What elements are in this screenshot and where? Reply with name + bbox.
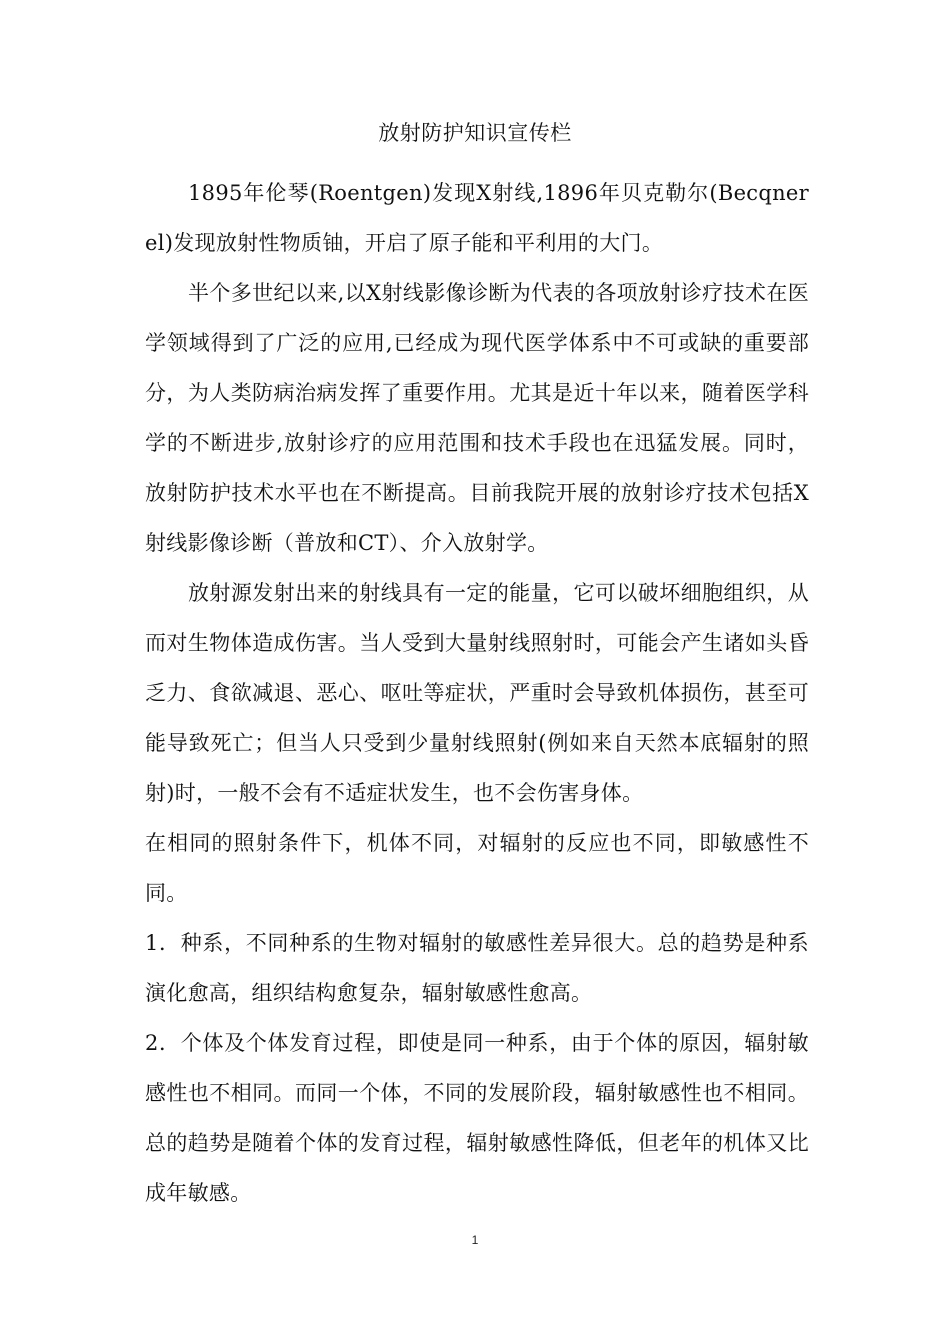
paragraph-radiation-effects: 放射源发射出来的射线具有一定的能量，它可以破坏细胞组织，从而对生物体造成伤害。当人受到大量射线照射时，可能会产生诸如头昏乏力、食欲减退、恶心、呕吐等症状，严重时会导致机体损伤，甚至可能导致死亡；但当人只受到少量射线照射(例如来自天然本底辐射的照射)时，一般不会有不适症状发生，也不会伤害身体。 xyxy=(145,581,809,805)
page-number: 1 xyxy=(471,1233,479,1247)
paragraph-history: 1895年伦琴(Roentgen)发现X射线,1896年贝克勒尔(Becqnerel)发现放射性物质铀，开启了原子能和平利用的大门。 xyxy=(145,181,809,255)
paragraph-species: 1．种系，不同种系的生物对辐射的敏感性差异很大。总的趋势是种系演化愈高，组织结构愈复杂，辐射敏感性愈高。 xyxy=(145,931,809,1005)
document-body xyxy=(145,168,809,1218)
paragraph-sensitivity-intro: 在相同的照射条件下，机体不同，对辐射的反应也不同，即敏感性不同。 xyxy=(145,831,809,905)
paragraph-medical-application: 半个多世纪以来,以X射线影像诊断为代表的各项放射诊疗技术在医学领域得到了广泛的应用,已经成为现代医学体系中不可或缺的重要部分，为人类防病治病发挥了重要作用。尤其是近十年以来，随着医学科学的不断进步,放射诊疗的应用范围和技术手段也在迅猛发展。同时，放射防护技术水平也在不断提高。目前我院开展的放射诊疗技术包括X射线影像诊断（普放和CT）、介入放射学。 xyxy=(145,281,809,555)
document-title: 放射防护知识宣传栏 xyxy=(378,121,572,145)
paragraph-individual: 2．个体及个体发育过程，即使是同一种系，由于个体的原因，辐射敏感性也不相同。而同一个体，不同的发展阶段，辐射敏感性也不相同。总的趋势是随着个体的发育过程，辐射敏感性降低，但老年的机体又比成年敏感。 xyxy=(145,1031,809,1205)
